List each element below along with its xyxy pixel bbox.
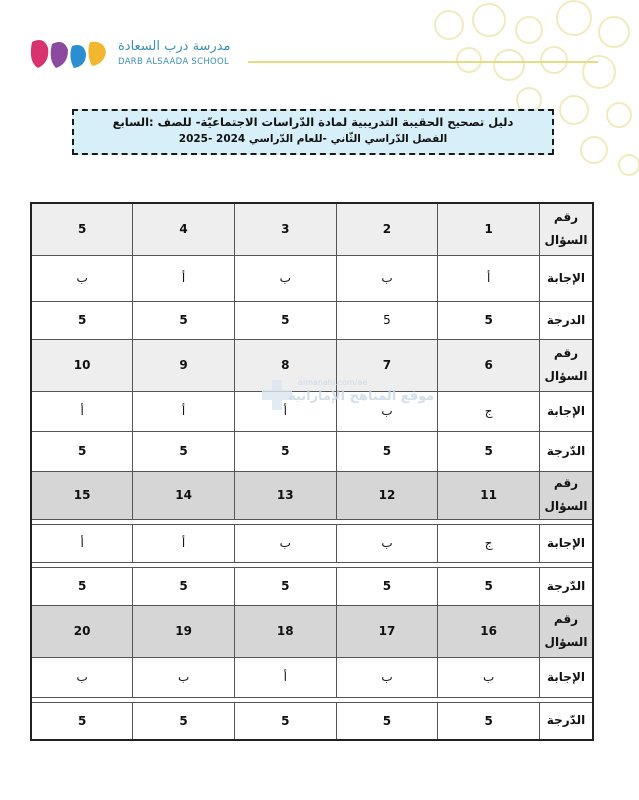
question-number: 2 (336, 203, 438, 255)
answer-cell: ب (336, 255, 438, 301)
school-name-arabic: مدرسة درب السعادة (118, 39, 231, 54)
question-number: 11 (438, 471, 540, 519)
question-number: 9 (133, 339, 235, 391)
decorative-pattern (409, 0, 639, 190)
answer-cell: أ (234, 657, 336, 697)
answer-cell: أ (133, 391, 235, 431)
answer-cell: أ (133, 524, 235, 562)
grade-cell: 5 (438, 702, 540, 740)
question-number: 16 (438, 605, 540, 657)
question-number: 14 (133, 471, 235, 519)
grade-label: الدرجة (540, 301, 594, 339)
answer-cell: ب (438, 657, 540, 697)
school-logo (30, 38, 108, 74)
question-number: 6 (438, 339, 540, 391)
grade-cell: 5 (336, 301, 438, 339)
answer-cell: ب (234, 524, 336, 562)
grade-cell: 5 (438, 567, 540, 605)
answer-label: الإجابة (540, 657, 594, 697)
grade-row (31, 431, 593, 471)
answer-row (31, 657, 593, 697)
question-number: 19 (133, 605, 235, 657)
grade-cell: 5 (31, 431, 133, 471)
answer-cell: ب (133, 657, 235, 697)
answer-label: الإجابة (540, 391, 594, 431)
question-number: 17 (336, 605, 438, 657)
grade-label: الدّرجة (540, 431, 594, 471)
answer-cell: ج (438, 524, 540, 562)
answer-cell: ب (31, 255, 133, 301)
grade-cell: 5 (234, 431, 336, 471)
question-number: 4 (133, 203, 235, 255)
grade-label: الدّرجة (540, 567, 594, 605)
question-number: 8 (234, 339, 336, 391)
answer-row (31, 524, 593, 562)
answer-cell: أ (31, 391, 133, 431)
grade-cell: 5 (336, 567, 438, 605)
grade-cell: 5 (234, 702, 336, 740)
question-number: 20 (31, 605, 133, 657)
question-number-label: رقم السؤال (540, 471, 594, 519)
question-number-label: رقم السؤال (540, 203, 594, 255)
answer-cell: أ (234, 391, 336, 431)
grade-cell: 5 (336, 431, 438, 471)
question-number: 10 (31, 339, 133, 391)
answer-cell: ج (438, 391, 540, 431)
answer-cell: ب (336, 657, 438, 697)
grade-cell: 5 (133, 567, 235, 605)
question-number: 3 (234, 203, 336, 255)
answer-cell: ب (234, 255, 336, 301)
question-number-row (31, 203, 593, 255)
grade-cell: 5 (234, 301, 336, 339)
header-divider (248, 61, 598, 63)
question-number: 15 (31, 471, 133, 519)
document-title: دليل تصحيح الحقيبة التدريبية لمادة الدّراسات الاجتماعيّة- للصف :السابع (112, 115, 514, 129)
answer-label: الإجابة (540, 524, 594, 562)
grade-cell: 5 (438, 431, 540, 471)
grade-cell: 5 (336, 702, 438, 740)
document-subtitle: الفصل الدّراسي الثّاني -للعام الدّراسي 2024 -2025 (178, 133, 448, 145)
question-number-label: رقم السؤال (540, 339, 594, 391)
grade-cell: 5 (133, 702, 235, 740)
grade-label: الدّرجة (540, 702, 594, 740)
question-number: 18 (234, 605, 336, 657)
question-number: 5 (31, 203, 133, 255)
answer-row (31, 255, 593, 301)
school-name-english: DARB ALSAADA SCHOOL (118, 57, 230, 67)
answer-cell: أ (438, 255, 540, 301)
watermark-url: almanahj.com/ae (298, 378, 368, 387)
question-number: 7 (336, 339, 438, 391)
grade-cell: 5 (438, 301, 540, 339)
watermark (268, 378, 435, 404)
answer-cell: ب (31, 657, 133, 697)
question-number-row (31, 605, 593, 657)
question-number-row (31, 471, 593, 519)
answer-cell: ب (336, 391, 438, 431)
answer-label: الإجابة (540, 255, 594, 301)
grade-cell: 5 (31, 567, 133, 605)
grade-cell: 5 (31, 702, 133, 740)
title-box (72, 109, 554, 155)
answer-key-table (30, 202, 594, 741)
answer-cell: ب (336, 524, 438, 562)
grade-cell: 5 (133, 431, 235, 471)
question-number: 1 (438, 203, 540, 255)
grade-row (31, 702, 593, 740)
grade-cell: 5 (31, 301, 133, 339)
grade-cell: 5 (234, 567, 336, 605)
grade-row (31, 301, 593, 339)
watermark-text: موقع المناهج الإماراتية (288, 389, 435, 404)
question-number-label: رقم السؤال (540, 605, 594, 657)
grade-row (31, 567, 593, 605)
question-number: 13 (234, 471, 336, 519)
answer-cell: أ (31, 524, 133, 562)
answer-cell: أ (133, 255, 235, 301)
grade-cell: 5 (133, 301, 235, 339)
question-number: 12 (336, 471, 438, 519)
